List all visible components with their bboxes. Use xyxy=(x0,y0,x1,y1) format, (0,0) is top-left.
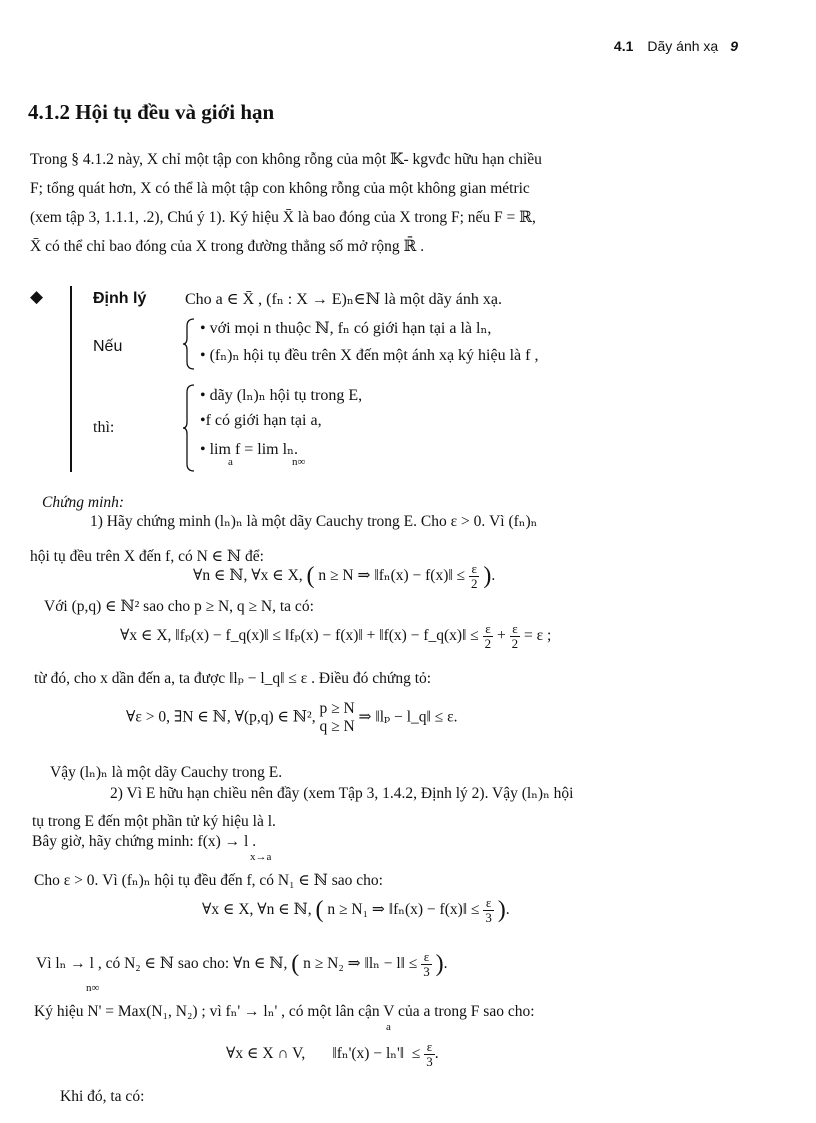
if-label: Nếu xyxy=(93,338,123,355)
proof-line-7-quant: ∀ε > 0, ∃N ∈ ℕ, ∀(p,q) ∈ ℕ², xyxy=(126,708,316,726)
intro-paragraph xyxy=(30,145,720,261)
proof-line-14: Vì lₙ → l , có N₂ ∈ ℕ sao cho: ∀n ∈ ℕ, ( n ≥ N₂ ⇒ ‖lₙ − l‖ ≤ $\frac{\varepsilon}{3}$ ). xyxy=(36,949,448,979)
proof-line-1: 1) Hãy chứng minh (lₙ)ₙ là một dãy Cauchy trong E. Cho ε > 0. Vì (fₙ)ₙ xyxy=(90,513,538,530)
then-item-2: •f có giới hạn tại a, xyxy=(200,412,322,429)
proof-line-6: từ đó, cho x dần đến a, ta được ‖lₚ − l_q‖ ≤ ε . Điều đó chứng tỏ: xyxy=(34,670,432,687)
frac-num: ε xyxy=(483,896,494,911)
theorem-bar xyxy=(70,286,72,472)
proof-line-10: tụ trong E đến một phần tử ký hiệu là l. xyxy=(32,813,276,830)
proof-line-12: Cho ε > 0. Vì (fₙ)ₙ hội tụ đều đến f, có N₁ ∈ ℕ sao cho: xyxy=(34,872,383,889)
proof-line-3: ∀n ∈ ℕ, ∀x ∈ X, ( n ≥ N ⇒ ‖fₙ(x) − f(x)‖ ≤ $\frac{\varepsilon}{2}$ ). xyxy=(193,561,496,591)
fraction xyxy=(483,622,494,651)
lim-sub-a: a xyxy=(228,456,233,468)
if-item-2: • (fₙ)ₙ hội tụ đều trên X đến một ánh xạ ký hiệu là f , xyxy=(200,347,539,364)
frac-den: 2 xyxy=(511,636,519,651)
if-brace xyxy=(182,318,196,370)
intro-line-2: F; tổng quát hơn, X có thể là một tập con không rỗng của một không gian métric xyxy=(30,180,530,197)
proof-line-15-sub: a xyxy=(386,1021,391,1033)
fraction xyxy=(510,622,521,651)
proof-line-5-tail: = ε ; xyxy=(524,627,552,645)
proof-line-5-body: ∀x ∈ X, ‖fₚ(x) − f_q(x)‖ ≤ ‖fₚ(x) − f(x)‖ + ‖f(x) − f_q(x)‖ ≤ xyxy=(120,627,479,645)
frac-den: 2 xyxy=(470,576,478,591)
proof-line-11-sub: x→a xyxy=(250,851,272,863)
proof-line-16: ∀x ∈ X ∩ V, ‖fₙ'(x) − lₙ'‖ ≤ $\frac{\varepsilon}{3}$ . xyxy=(226,1039,439,1069)
case-p: p ≥ N xyxy=(319,700,355,717)
frac-den: 3 xyxy=(485,910,492,925)
paren-open: ( xyxy=(306,563,315,589)
lim-sub-n: n∞ xyxy=(292,456,306,468)
proof-line-11: Bây giờ, hãy chứng minh: f(x) → l . xyxy=(32,833,257,850)
case-stack xyxy=(319,700,354,736)
frac-den: 3 xyxy=(423,964,430,979)
frac-num: ε xyxy=(424,1040,435,1055)
running-header xyxy=(614,38,738,54)
proof-line-5 xyxy=(120,622,551,651)
then-label: thì: xyxy=(93,419,115,436)
proof-line-16-body: ∀x ∈ X ∩ V, ‖fₙ'(x) − lₙ'‖ ≤ xyxy=(226,1045,421,1063)
diamond-icon: ◆ xyxy=(30,287,44,306)
intro-line-4: X̄ có thể chỉ bao đóng của X trong đường thẳng số mở rộng ℝ̄ . xyxy=(30,238,425,255)
proof-line-7: ∀ε > 0, ∃N ∈ ℕ, ∀(p,q) ∈ ℕ², p ≥ N q ≥ N ⇒ ‖lₚ − l_q‖ ≤ ε. xyxy=(126,700,458,735)
then-item-1: • dãy (lₙ)ₙ hội tụ trong E, xyxy=(200,387,363,404)
header-section-title: Dãy ánh xạ xyxy=(647,38,719,54)
frac-num: ε xyxy=(510,622,521,637)
proof-line-13: ∀x ∈ X, ∀n ∈ ℕ, ( n ≥ N₁ ⇒ ‖fₙ(x) − f(x)‖ ≤ $\frac{\varepsilon}{3}$ ). xyxy=(202,895,510,925)
header-section-number: 4.1 xyxy=(613,38,634,54)
proof-line-13-body: n ≥ N₁ ⇒ ‖fₙ(x) − f(x)‖ ≤ xyxy=(327,901,480,919)
intro-line-3: (xem tập 3, 1.1.1, .2), Chú ý 1). Ký hiệu X̄ là bao đóng của X trong F; nếu F = ℝ, xyxy=(30,209,536,226)
plus-sign: + xyxy=(497,627,506,645)
frac-den: 2 xyxy=(484,636,492,651)
proof-line-8: Vậy (lₙ)ₙ là một dãy Cauchy trong E. xyxy=(50,764,283,781)
frac-num: ε xyxy=(469,562,480,577)
then-item-3: • lim f = lim lₙ. xyxy=(200,441,298,458)
intro-line-1: Trong § 4.1.2 này, X chỉ một tập con không rỗng của một 𝕂- kgvđc hữu hạn chiều xyxy=(30,151,542,168)
fraction xyxy=(421,950,432,979)
page-number: 9 xyxy=(730,38,738,54)
if-item-1: • với mọi n thuộc ℕ, fₙ có giới hạn tại a là lₙ, xyxy=(200,320,492,337)
proof-line-7-tail: ⇒ ‖lₚ − l_q‖ ≤ ε xyxy=(358,708,454,726)
paren-open: ( xyxy=(315,897,324,923)
frac-den: 3 xyxy=(426,1054,433,1069)
fraction xyxy=(424,1040,435,1069)
proof-line-13-quant: ∀x ∈ X, ∀n ∈ ℕ, xyxy=(202,901,312,919)
proof-line-9: 2) Vì E hữu hạn chiều nên đầy (xem Tập 3, 1.4.2, Định lý 2). Vậy (lₙ)ₙ hội xyxy=(110,785,574,802)
proof-line-17: Khi đó, ta có: xyxy=(60,1088,145,1105)
proof-line-15: Ký hiệu N' = Max(N₁, N₂) ; vì fₙ' → lₙ' , có một lân cận V của a trong F sao cho: xyxy=(34,1003,535,1020)
fraction xyxy=(469,562,480,591)
proof-heading: Chứng minh: xyxy=(42,494,125,511)
paren-open: ( xyxy=(291,951,300,977)
proof-line-14-head: Vì lₙ → l , có N₂ ∈ ℕ sao cho: ∀n ∈ ℕ, xyxy=(36,955,288,973)
proof-line-4: Với (p,q) ∈ ℕ² sao cho p ≥ N, q ≥ N, ta có: xyxy=(44,598,314,615)
proof-line-14-body: n ≥ N₂ ⇒ ‖lₙ − l‖ ≤ xyxy=(303,955,418,973)
paren-close: ) xyxy=(483,563,492,589)
theorem-statement: Cho a ∈ X̄ , (fₙ : X → E)ₙ∈ℕ là một dãy ánh xạ. xyxy=(185,291,502,308)
then-brace xyxy=(182,384,196,472)
paren-close: ) xyxy=(435,951,444,977)
theorem-block xyxy=(30,284,750,474)
proof-line-3-body: n ≥ N ⇒ ‖fₙ(x) − f(x)‖ ≤ xyxy=(318,567,466,585)
fraction xyxy=(483,896,494,925)
frac-num: ε xyxy=(421,950,432,965)
proof-line-2: hội tụ đều trên X đến f, có N ∈ ℕ để: xyxy=(30,548,264,565)
case-q: q ≥ N xyxy=(319,718,355,735)
theorem-label: Định lý xyxy=(93,290,147,307)
paren-close: ) xyxy=(497,897,506,923)
section-title: 4.1.2 Hội tụ đều và giới hạn xyxy=(28,100,275,124)
proof-line-3-quant: ∀n ∈ ℕ, ∀x ∈ X, xyxy=(193,567,303,585)
frac-num: ε xyxy=(483,622,494,637)
proof-line-14-sub: n∞ xyxy=(86,982,100,994)
